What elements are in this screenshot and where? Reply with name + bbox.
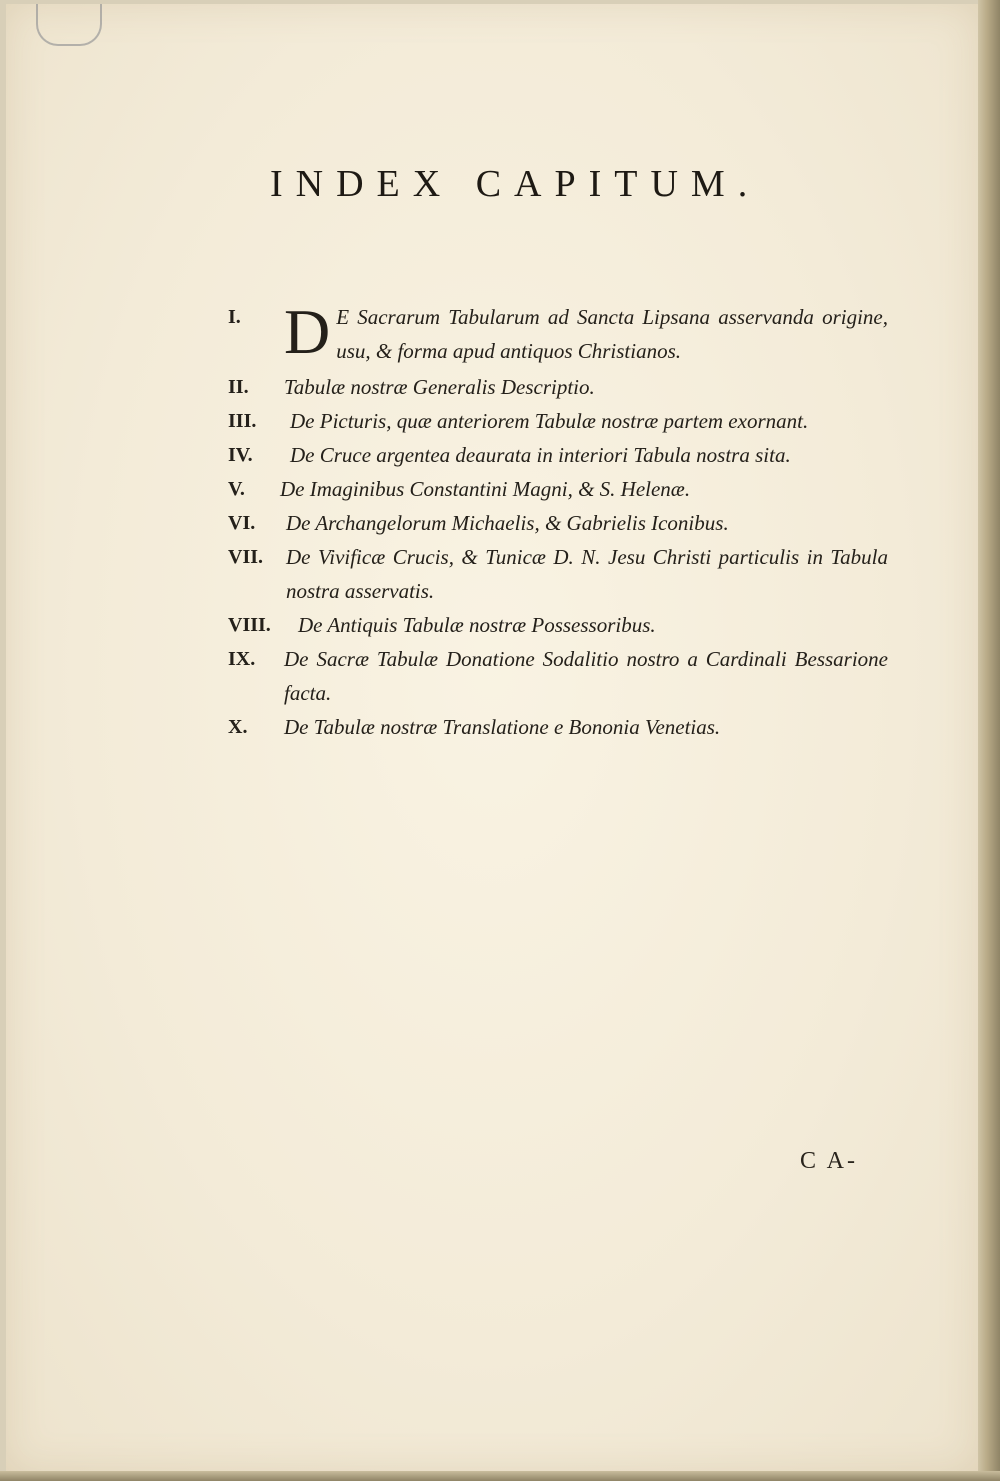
- chapter-number: X.: [228, 716, 248, 738]
- index-entry: [228, 370, 888, 404]
- catchword: C A-: [800, 1148, 859, 1174]
- index-entry: [228, 472, 888, 506]
- index-entry: [228, 710, 888, 744]
- chapter-title: De Archangelorum Michaelis, & Gabrielis Iconibus.: [286, 511, 729, 535]
- drop-cap: D: [284, 296, 331, 367]
- chapter-number: I.: [228, 306, 241, 328]
- chapter-number: IX.: [228, 648, 256, 670]
- chapter-title: De Cruce argentea deaurata in interiori Tabula nostra sita.: [290, 443, 791, 467]
- page-edge: [978, 0, 1000, 1481]
- page-title: INDEX CAPITUM.: [270, 163, 761, 205]
- chapter-title: De Sacræ Tabulæ Donatione Sodalitio nostro a Cardinali Bessarione facta.: [284, 647, 888, 705]
- chapter-title-text: E Sacrarum Tabularum ad Sancta Lipsana asservanda origine, usu, & forma apud antiquos Christianos.: [336, 305, 888, 363]
- chapter-index-list: [228, 296, 888, 744]
- index-entry: [228, 404, 888, 438]
- chapter-number: III.: [228, 410, 257, 432]
- chapter-number: II.: [228, 376, 249, 398]
- index-entry: [228, 608, 888, 642]
- page-bottom-edge: [0, 1471, 1000, 1481]
- chapter-title: Tabulæ nostræ Generalis Descriptio.: [284, 375, 595, 399]
- index-entry: [228, 540, 888, 608]
- chapter-title: De Imaginibus Constantini Magni, & S. Helenæ.: [280, 477, 691, 501]
- chapter-title: [228, 296, 888, 368]
- index-entry: [228, 438, 888, 472]
- index-entry: [228, 296, 888, 368]
- chapter-number: VIII.: [228, 614, 271, 636]
- chapter-title: De Tabulæ nostræ Translatione e Bononia Venetias.: [284, 715, 721, 739]
- paper-clip: [36, 4, 102, 46]
- index-entry: [228, 506, 888, 540]
- chapter-title: De Antiquis Tabulæ nostræ Possessoribus.: [298, 613, 656, 637]
- chapter-number: IV.: [228, 444, 253, 466]
- chapter-number: V.: [228, 478, 245, 500]
- chapter-title: De Vivificæ Crucis, & Tunicæ D. N. Jesu Christi particulis in Tabula nostra asservatis.: [286, 545, 888, 603]
- index-entry: [228, 642, 888, 710]
- chapter-title: De Picturis, quæ anteriorem Tabulæ nostræ partem exornant.: [290, 409, 809, 433]
- chapter-number: VII.: [228, 546, 264, 568]
- chapter-number: VI.: [228, 512, 256, 534]
